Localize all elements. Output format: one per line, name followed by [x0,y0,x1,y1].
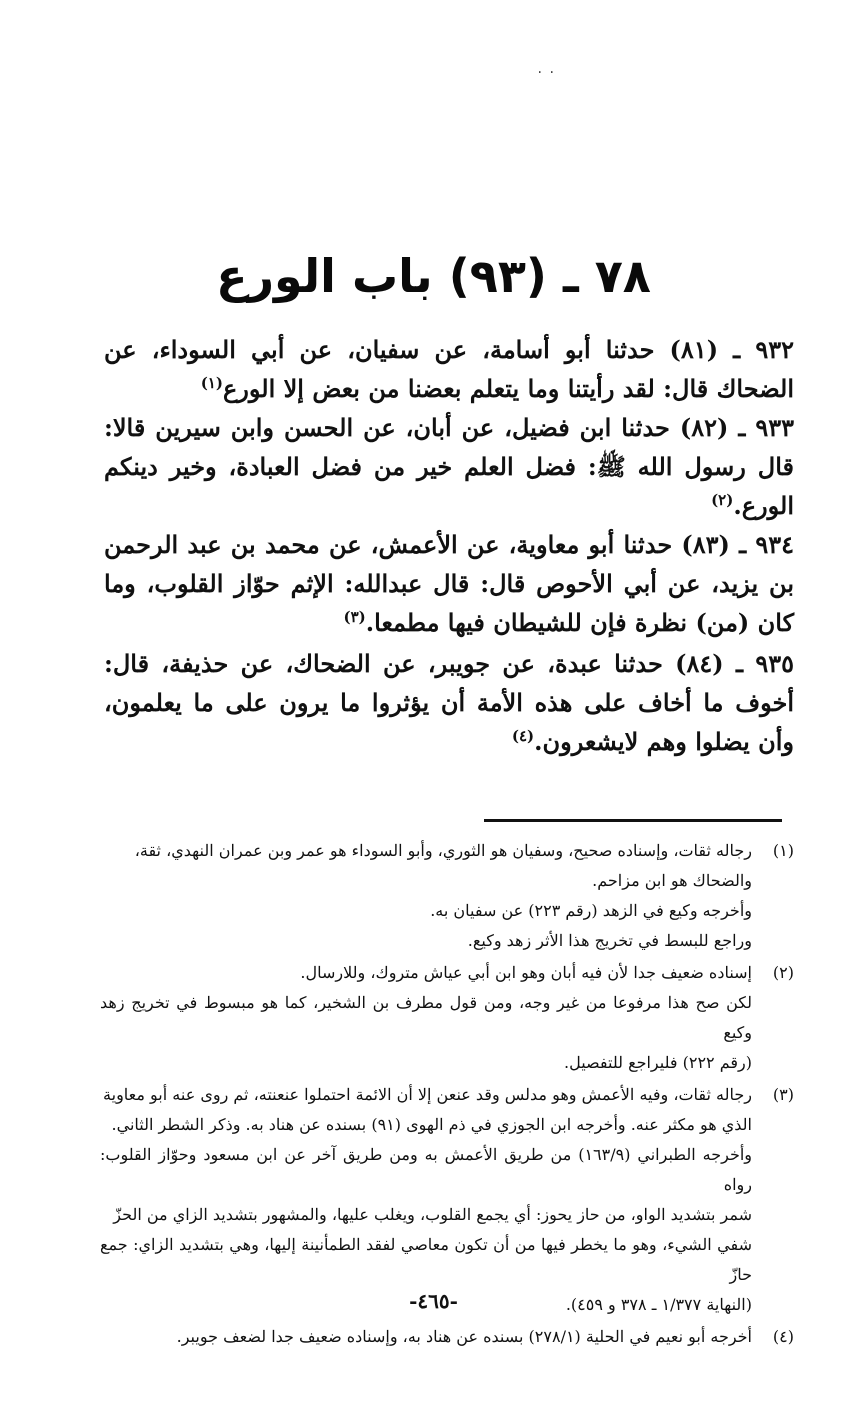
ink-speck: ٠ ٠ [536,64,556,80]
hadith-932-text: ٩٣٢ ـ (٨١) حدثنا أبو أسامة، عن سفيان، عن أبي السوداء، عن الضحاك قال: لقد رأيتنا وما يتعلم بعضنا من بعض إلا الورع [104,335,794,403]
footnote-line: رجاله ثقات، وإسناده صحيح، وسفيان هو الثوري، وأبو السوداء هو عمر وبن عمران النهدي، ثقة، [134,841,752,860]
footnote-line: والضحاك هو ابن مزاحم. [592,871,752,890]
footnote-line: أخرجه أبو نعيم في الحلية (٢٧٨/١) بسنده عن هناد به، وإسناده ضعيف جدا لضعف جويبر. [176,1327,752,1346]
footnote-4-body [100,1322,752,1352]
footnote-ref-3[interactable]: (٣) [343,608,366,626]
footnote-3 [100,1080,794,1320]
footnote-line: لكن صح هذا مرفوعا من غير وجه، ومن قول مطرف بن الشخير، كما هو مبسوط في تخريج زهد وكيع [100,993,752,1042]
footnote-1-body [100,836,752,956]
hadith-932 [104,330,794,408]
footnote-line: الذي هو مكثر عنه. وأخرجه ابن الجوزي في ذم الهوى (٩١) بسنده عن هناد به. وذكر الشطر الثاني. [111,1115,752,1134]
footnote-line: وراجع للبسط في تخريج هذا الأثر زهد وكيع. [467,931,752,950]
footnote-line: شفي الشيء، وهو ما يخطر فيها من أن تكون معاصي لفقد الطمأنينة إليها، وهي بتشديد الزاي: جمع حازّ [100,1235,752,1284]
footnotes-section [100,836,794,1354]
hadith-934-text: ٩٣٤ ـ (٨٣) حدثنا أبو معاوية، عن الأعمش، عن محمد بن عبد الرحمن بن يزيد، عن أبي الأحوص قال: قال عبدالله: الإثم حوّاز القلوب، وما كان (من) نظرة فإن للشيطان فيها مطمعا. [104,530,794,637]
footnote-ref-1[interactable]: (١) [200,374,223,392]
footnote-line: رجاله ثقات، وفيه الأعمش وهو مدلس وقد عنعن إلا أن الائمة احتملوا عنعنته، ثم روى عنه أبو معاوية [103,1085,752,1104]
footnote-ref-2[interactable]: (٢) [711,491,734,509]
footnote-line: (النهاية ١/٣٧٧ ـ ٣٧٨ و ٤٥٩). [565,1295,752,1314]
hadith-935-text: ٩٣٥ ـ (٨٤) حدثنا عبدة، عن جويبر، عن الضحاك، عن حذيفة، قال: أخوف ما أخاف على هذه الأمة أن يؤثروا ما يرون على ما يعلمون، وأن يضلوا وهم لايشعرون. [104,649,794,756]
chapter-title: ٧٨ ـ (٩٣) باب الورع [216,249,651,303]
footnote-2-number: (٢) [772,963,794,982]
footnote-separator [484,819,782,822]
footnote-3-number: (٣) [772,1085,794,1104]
footnote-line: (رقم ٢٢٢) فليراجع للتفصيل. [563,1053,752,1072]
footnote-4 [100,1322,794,1352]
footnote-1-number: (١) [772,841,794,860]
hadith-935 [104,644,794,761]
hadith-933-text: ٩٣٣ ـ (٨٢) حدثنا ابن فضيل، عن أبان، عن الحسن وابن سيرين قالا: قال رسول الله ﷺ: فضل العلم خير من فضل العبادة، وخير دينكم الورع. [104,413,794,520]
footnote-3-body [100,1080,752,1320]
footnote-4-number: (٤) [772,1327,794,1346]
footnote-line: وأخرجه الطبراني (١٦٣/٩) من طريق الأعمش به ومن طريق آخر عن ابن مسعود وحوّاز القلوب: رواه [100,1145,752,1194]
page-number: -٤٦٥- [409,1289,458,1313]
hadith-933 [104,408,794,525]
footnote-1 [100,836,794,956]
hadith-section [104,330,794,761]
footnote-line: شمر بتشديد الواو، من حاز يحوز: أي يجمع القلوب، ويغلب عليها، والمشهور بتشديد الزاي من الحزّ [113,1205,752,1224]
hadith-934 [104,525,794,642]
footnote-ref-4[interactable]: (٤) [511,727,535,745]
footnote-2 [100,958,794,1078]
footnote-2-body [100,958,752,1078]
footnote-line: وأخرجه وكيع في الزهد (رقم ٢٢٣) عن سفيان به. [430,901,752,920]
footnote-line: إسناده ضعيف جدا لأن فيه أبان وهو ابن أبي عياش متروك، وللارسال. [300,963,752,982]
